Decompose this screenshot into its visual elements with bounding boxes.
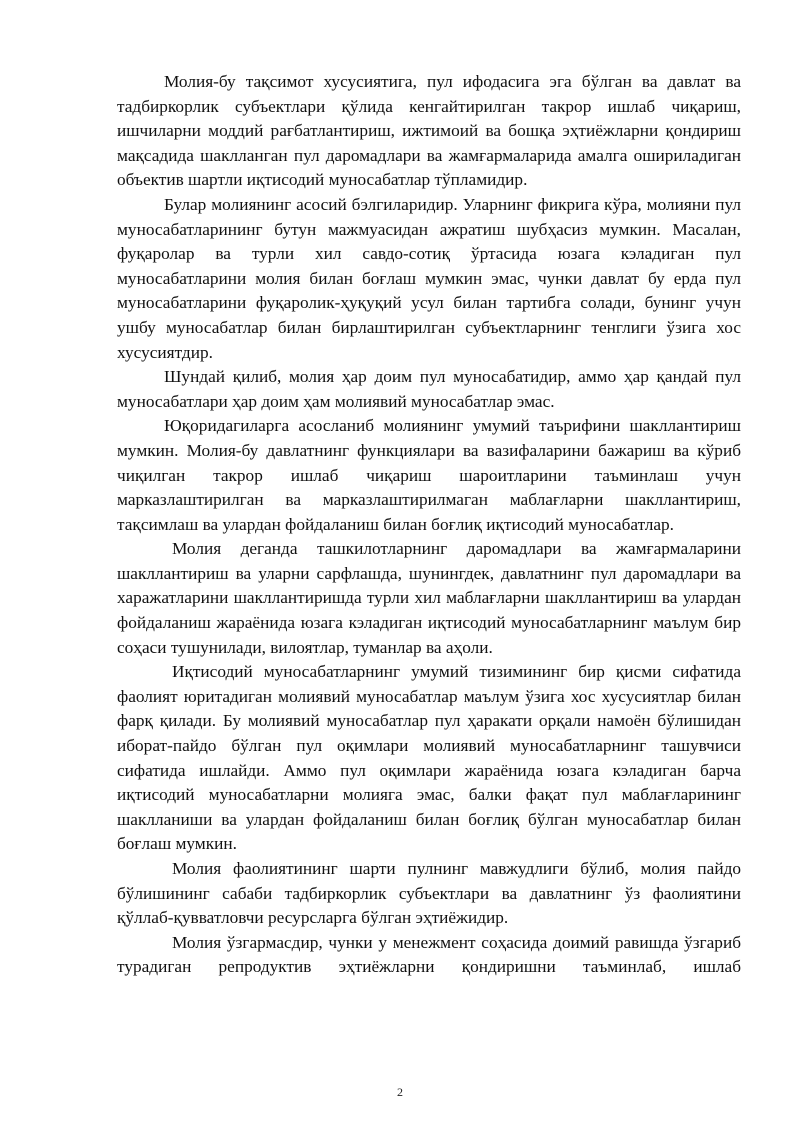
paragraph-finance-meaning: Молия деганда ташкилотларнинг даромадлари ва жамғармаларини шакллантириш ва уларни сарфлашда, шунингдек, давлатнинг пул даромадлари ва харажатларини шакллантиришда турли хил маблағларни шакллантириш ва улардан фойдаланиш жараёнида юзага кэладиган иқтисодий муносабатларнинг маълум бир соҳаси тушунилади, вилоятлар, туманлар ва аҳоли. [117, 539, 741, 657]
paragraph-general-definition: Юқоридагиларга асосланиб молиянинг умумий таърифини шакллантириш мумкин. Молия-бу давлатнинг функциялари ва вазифаларини бажариш ва кўриб чиқилган такрор ишлаб чиқариш шароитларини таъминлаш учун марказлаштирилган ва марказлаштирилмаган маблағларни шакллантириш, тақсимлаш ва улардан фойдаланиш билан боғлиқ иқтисодий муносабатлар. [117, 416, 741, 534]
paragraph-finance-variable: Молия ўзгармасдир, чунки у менежмент соҳасида доимий равишда ўзгариб турадиган репродуктив эҳтиёжларни қондиришни таъминлаб, ишлаб [117, 932, 741, 977]
paragraph-finance-features: Булар молиянинг асосий бэлгиларидир. Уларнинг фикрига кўра, молияни пул муносабатларининг бутун мажмуасидан ажратиш шубҳасиз мумкин. Масалан, фуқаролар ва турли хил савдо-сотиқ ўртасида юзага кэладиган пул муносабатларини молия билан боғлаш мумкин эмас, чунки давлат бу ерда пул муносабатларини фуқаролик-ҳуқуқий усул билан тартибга солади, бунинг учун ушбу муносабатлар билан бирлаштирилган субъектларнинг тенглиги ўзига хос хусусиятдир. [117, 194, 741, 362]
paragraph-finance-definition: Молия-бу тақсимот хусусиятига, пул ифодасига эга бўлган ва давлат ва тадбиркорлик субъектлари қўлида кенгайтирилган такрор ишлаб чиқариш, ишчиларни моддий рағбатлантириш, ижтимоий ва бошқа эҳтиёжларни қондириш мақсадида шаклланган пул даромадлари ва жамғармаларида амалга ошириладиган объектив шартли иқтисодий муносабатлар тўпламидир. [117, 72, 741, 190]
paragraph-finance-condition: Молия фаолиятининг шарти пулнинг мавжудлиги бўлиб, молия пайдо бўлишининг сабаби тадбиркорлик субъектлари ва давлатнинг ўз фаолиятини қўллаб-қувватловчи ресурсларга бўлган эҳтиёжидир. [117, 859, 741, 928]
page-number: 2 [397, 1085, 403, 1099]
document-page [117, 70, 741, 980]
paragraph-financial-relations: Иқтисодий муносабатларнинг умумий тизимининг бир қисми сифатида фаолият юритадиган молиявий муносабатлар маълум ўзига хос хусусиятлар билан фарқ қилади. Бу молиявий муносабатлар пул ҳаракати орқали намоён бўлишидан иборат-пайдо бўлган пул оқимлари молиявий муносабатларнинг ташувчиси сифатида ишлайди. Аммо пул оқимлари жараёнида юзага кэладиган барча иқтисодий муносабатларни молияга эмас, балки фақат пул маблағларининг шаклланиши ва улардан фойдаланиш билан боғлиқ бўлган муносабатлар билан боғлаш мумкин. [117, 662, 741, 854]
paragraph-money-relations: Шундай қилиб, молия ҳар доим пул муносабатидир, аммо ҳар қандай пул муносабатлари ҳар доим ҳам молиявий муносабатлар эмас. [117, 367, 741, 411]
